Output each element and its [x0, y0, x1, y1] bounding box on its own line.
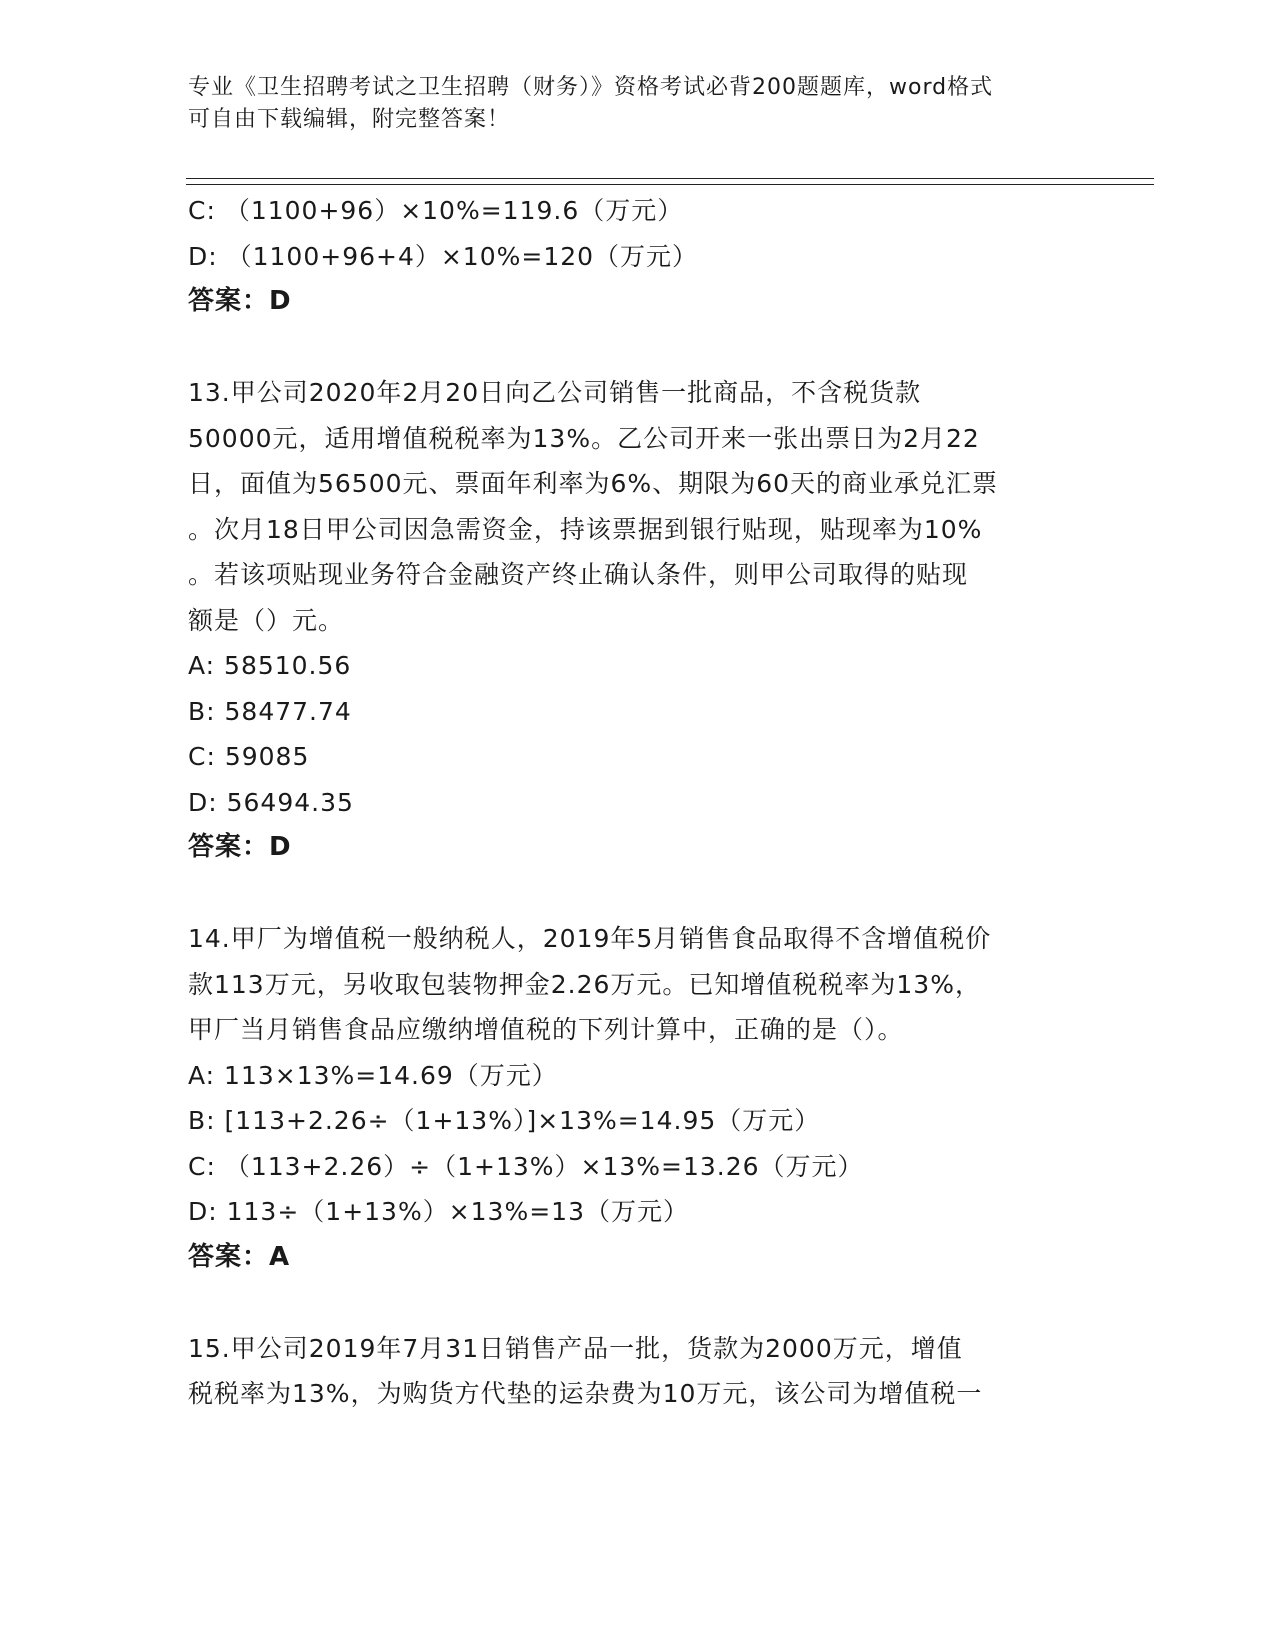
q14-stem-line: 款113万元，另收取包装物押金2.26万元。已知增值税税率为13%， — [188, 969, 981, 999]
header-rule-bottom — [186, 184, 1154, 185]
q13-stem-line: 额是（）元。 — [188, 605, 345, 635]
q14-stem-line: 甲厂当月销售食品应缴纳增值税的下列计算中，正确的是（）。 — [188, 1015, 904, 1044]
q15-stem-line: 15.甲公司2019年7月31日销售产品一批，货款为2000万元，增值 — [188, 1333, 963, 1363]
header-title-line-1: 专业《卫生招聘考试之卫生招聘（财务）》资格考试必背200题题库，word格式 — [188, 75, 994, 100]
q13-option-a: A: 58510.56 — [188, 651, 352, 680]
q13-stem-line: 。若该项贴现业务符合金融资产终止确认条件，则甲公司取得的贴现 — [188, 560, 969, 589]
q14-option-b: B: [113+2.26÷（1+13%）]×13%=14.95（万元） — [188, 1106, 821, 1135]
q12-option-d: D: （1100+96+4）×10%=120（万元） — [188, 241, 699, 271]
question-content — [188, 188, 1088, 1417]
q13-option-c: C: 59085 — [188, 742, 310, 771]
spacer — [188, 1280, 1088, 1326]
q13-option-d: D: 56494.35 — [188, 787, 354, 817]
q13-stem-line: 。次月18日甲公司因急需资金，持该票据到银行贴现，贴现率为10% — [188, 514, 983, 544]
q14-option-c: C: （113+2.26）÷（1+13%）×13%=13.26（万元） — [188, 1151, 864, 1181]
q13-answer: 答案：D — [188, 832, 292, 862]
document-header — [188, 72, 1068, 136]
q13-stem-line: 13.甲公司2020年2月20日向乙公司销售一批商品，不含税货款 — [188, 378, 922, 407]
q14-stem-line: 14.甲厂为增值税一般纳税人，2019年5月销售食品取得不含增值税价 — [188, 924, 992, 953]
q14-answer: 答案：A — [188, 1241, 291, 1272]
header-rule-top — [186, 178, 1154, 179]
header-title-line-2: 可自由下载编辑，附完整答案！ — [188, 107, 511, 132]
q12-option-c: C: （1100+96）×10%=119.6（万元） — [188, 196, 684, 225]
spacer — [188, 871, 1088, 917]
q15-stem-line: 税税率为13%，为购货方代垫的运杂费为10万元，该公司为增值税一 — [188, 1379, 983, 1408]
q14-option-a: A: 113×13%=14.69（万元） — [188, 1060, 558, 1090]
spacer — [188, 325, 1088, 371]
q13-option-b: B: 58477.74 — [188, 696, 352, 726]
q12-answer: 答案：D — [188, 286, 292, 316]
q13-stem-line: 日，面值为56500元、票面年利率为6%、期限为60天的商业承兑汇票 — [188, 469, 999, 498]
q13-stem-line: 50000元，适用增值税税率为13%。乙公司开来一张出票日为2月22 — [188, 423, 980, 453]
q14-option-d: D: 113÷（1+13%）×13%=13（万元） — [188, 1197, 689, 1226]
